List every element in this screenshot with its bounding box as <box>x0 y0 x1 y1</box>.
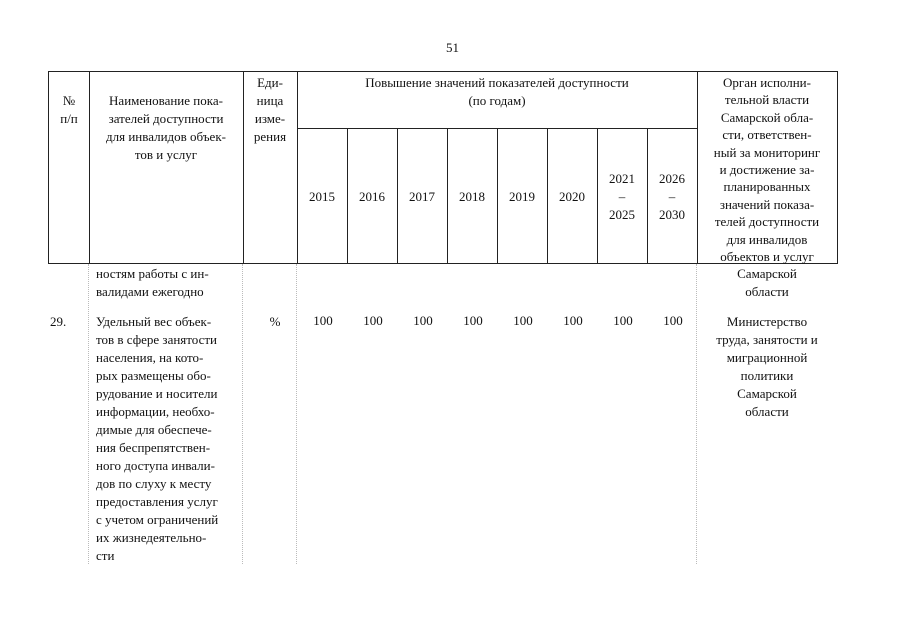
row29-name: Удельный вес объек- тов в сфере занятости населения, на кото- рых размещены обо- рудование и носители информации, необхо- димые для обеспече- ния беспрепятствен- ного доступа инвали- дов по слуху к месту предоставления услуг с учетом ограничений их жизнедеятельно- сти <box>96 314 219 563</box>
row29-value-2020: 100 <box>563 313 583 328</box>
header-increase: Повышение значений показателей доступности (по годам) <box>365 75 629 108</box>
continuation-name: ностям работы с ин- валидами ежегодно <box>96 266 209 299</box>
year-2018: 2018 <box>459 189 485 204</box>
row29-value-2026-2030: 100 <box>663 313 683 328</box>
row29-value-2018: 100 <box>463 313 483 328</box>
year-2016: 2016 <box>359 189 385 204</box>
year-2017: 2017 <box>409 189 435 204</box>
row29-organ: Министерство труда, занятости и миграционной политики Самарской области <box>716 314 818 419</box>
row29-num: 29. <box>50 314 67 329</box>
row29-value-2017: 100 <box>413 313 433 328</box>
header-name: Наименование пока- зателей доступности для инвалидов объек- тов и услуг <box>106 93 226 162</box>
year-2019: 2019 <box>509 189 535 204</box>
continuation-organ: Самарской области <box>737 266 797 299</box>
year-2020: 2020 <box>559 189 585 204</box>
page-number: 51 <box>446 40 459 55</box>
header-num: № п/п <box>60 93 78 126</box>
row29-value-2021-2025: 100 <box>613 313 633 328</box>
year-2015: 2015 <box>309 189 335 204</box>
header-unit: Еди- ница изме- рения <box>253 75 287 144</box>
row29-value-2015: 100 <box>313 313 333 328</box>
row29-value-2019: 100 <box>513 313 533 328</box>
table-header <box>48 71 838 264</box>
year-2026-2030: 2026 – 2030 <box>659 171 685 222</box>
year-2021-2025: 2021 – 2025 <box>609 171 635 222</box>
row29-unit: % <box>269 314 281 329</box>
row29-value-2016: 100 <box>363 313 383 328</box>
header-organ: Орган исполни- тельной власти Самарской обла- сти, ответствен- ный за мониторинг и достижение за- планированных значений показа- телей доступности для инвалидов объектов и услуг <box>713 75 821 265</box>
